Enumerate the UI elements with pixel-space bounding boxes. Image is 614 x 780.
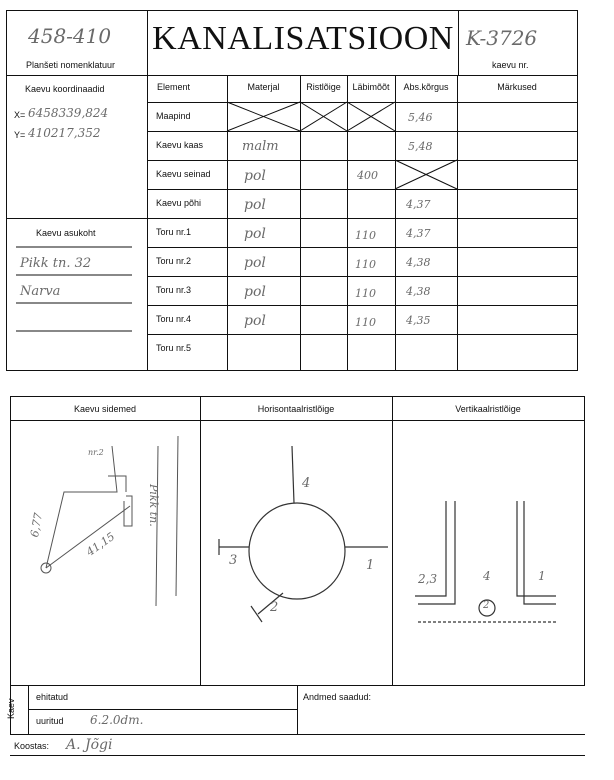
col-header-diameter: Läbimõõt (352, 82, 390, 92)
row-element: Kaevu põhi (156, 198, 202, 208)
cell-diameter: 110 (355, 287, 376, 300)
h-pipe-bottom-label: 2 (270, 600, 279, 615)
plansheet-label: Planšeti nomenklatuur (26, 60, 116, 70)
footer (0, 685, 614, 780)
cell-abs-height: 5,46 (408, 111, 433, 124)
col-header-element: Element (157, 82, 191, 92)
surveyed-label: uuritud (36, 716, 64, 726)
manhole-plan-sketch (219, 446, 388, 622)
cell-abs-height: 4,37 (406, 198, 431, 211)
location-label: Kaevu asukoht (36, 228, 96, 238)
author-label: Koostas: (14, 741, 50, 751)
col-header-abs-height: Abs.kõrgus (403, 82, 449, 92)
x-value: 6458339,824 (28, 106, 109, 120)
cell-diameter: 110 (355, 258, 376, 271)
row-element: Kaevu kaas (156, 140, 204, 150)
cell-abs-height: 4,38 (406, 256, 431, 269)
h-pipe-top-label: 4 (302, 476, 311, 491)
cell-diameter: 110 (355, 229, 376, 242)
ties-distance-2: 41,15 (84, 529, 118, 559)
v-left-label: 2,3 (418, 572, 438, 586)
cell-material: pol (244, 197, 266, 213)
page-title: KANALISATSIOON (152, 20, 454, 57)
built-label: ehitatud (36, 692, 69, 702)
ties-label: Kaevu sidemed (73, 404, 137, 414)
cell-abs-height: 4,38 (406, 285, 431, 298)
location-line1: Pikk tn. 32 (20, 256, 92, 271)
footer-side-label: Kaev (6, 698, 16, 719)
row-element: Toru nr.2 (156, 256, 192, 266)
v-mid-label: 4 (483, 569, 491, 583)
h-pipe-right-label: 1 (366, 558, 375, 573)
author-value: A. Jõgi (66, 737, 113, 753)
cell-material: pol (244, 284, 266, 300)
well-no-label: kaevu nr. (492, 60, 529, 70)
v-right-label: 1 (538, 569, 546, 583)
col-header-cross-section: Ristlõige (306, 82, 341, 92)
plansheet-value: 458-410 (28, 24, 112, 48)
col-header-material: Materjal (247, 82, 280, 92)
y-value: 410217,352 (28, 126, 101, 140)
surveyed-value: 6.2.0dm. (90, 713, 144, 727)
cell-abs-height: 4,37 (406, 227, 431, 240)
data-received-label: Andmed saadud: (303, 692, 372, 702)
cell-abs-height: 4,35 (406, 314, 431, 327)
cell-material: pol (244, 168, 266, 184)
row-element: Kaevu seinad (156, 169, 211, 179)
row-element: Toru nr.5 (156, 343, 192, 353)
ties-distance-1: 6,77 (28, 511, 46, 539)
row-element: Toru nr.1 (156, 227, 192, 237)
cell-material: pol (244, 255, 266, 271)
col-header-notes: Märkused (497, 82, 537, 92)
sketch-section (0, 396, 614, 686)
row-element: Maapind (156, 111, 191, 121)
cell-diameter: 400 (357, 169, 378, 182)
location-line2: Narva (20, 284, 61, 299)
cell-material: pol (244, 313, 266, 329)
x-prefix: X= (14, 110, 26, 120)
h-pipe-left-label: 3 (229, 553, 238, 568)
ties-nr-label: nr.2 (88, 448, 104, 457)
cell-diameter: 110 (355, 316, 376, 329)
cell-abs-height: 5,48 (408, 140, 433, 153)
row-element: Toru nr.4 (156, 314, 192, 324)
well-no-value: K-3726 (466, 26, 538, 50)
ties-street-label: Pikk tn. (147, 484, 160, 527)
coords-label: Kaevu koordinaadid (25, 84, 105, 94)
cell-material: malm (242, 139, 279, 154)
y-prefix: Y= (14, 130, 26, 140)
top-form (0, 0, 614, 372)
horizontal-section-label: Horisontaalristlõige (257, 404, 335, 414)
v-bottom-label: 2 (483, 600, 490, 611)
row-element: Toru nr.3 (156, 285, 192, 295)
vertical-section-label: Vertikaalristlõige (455, 404, 521, 414)
cell-material: pol (244, 226, 266, 242)
